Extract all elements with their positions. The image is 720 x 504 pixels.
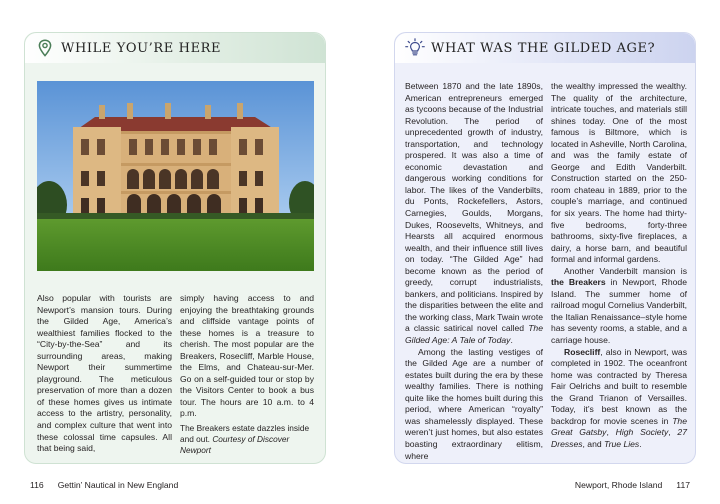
paragraph-text: . <box>510 335 513 346</box>
sidebar-header <box>25 33 325 63</box>
bold-place-name: the Breakers <box>551 277 606 288</box>
sidebar-paragraph: Also popular with tourists are Newport’s mansion tours. During the Gilded Age, America’s wealthiest families flocked to the “City-by-the-Sea” and its surrounding areas, making Newport their summertime playground. The meticulous preservation of more than a dozen of these homes gives us intimate access to the artistry, personality, and complex culture that went into these colossal time capsules. All that being said, <box>37 293 172 454</box>
lightbulb-icon <box>405 38 425 58</box>
while-youre-here-sidebar <box>24 32 326 464</box>
separator: , <box>606 427 616 438</box>
paragraph-text: in Newport, Rhode Island. The summer home of railroad mogul Cornelius Vanderbilt, the Italian Renaissance–style home has seventy rooms, a stable, and a carriage house. <box>551 277 687 346</box>
film-title: 27 Dresses <box>551 427 687 449</box>
caption-text: The Breakers estate dazzles inside and out. <box>180 423 310 444</box>
sidebar-paragraph <box>551 266 687 347</box>
sidebar-paragraph: simply having access to and enjoying the breathtaking grounds and cliffside vantage points of these homes is a treasure to cherish. The most popular are the Breakers, Rosecliff, Marble House, the Elms, and Chateau-sur-Mer. Go on a self-guided tour or stop by the Visitors Center to book a bus tour. The hours are 10 a.m. to 4 p.m. <box>180 293 314 419</box>
separator: , <box>668 427 678 438</box>
breakers-photo <box>37 81 314 271</box>
caption-credit: Courtesy of Discover Newport <box>180 433 290 455</box>
photo-caption <box>180 423 314 456</box>
paragraph-text: Between 1870 and the late 1890s, American entrepreneurs emerged as tycoons because of the Industrial Revolution. The period of unprecedented growth of industry, transportation, and technology prospered. It was also a time of economic devastation and dangerous working conditions for labor. The likes of the Vanderbilts, du Ponts, Rockefellers, Astors, Carnegies, Goulds, Morgans, Dukes, Roosevelts, Whitneys, and Hearsts all acquired enormous wealth, and their influence still lives on today. “The Gilded Age” had become known as the period of greedy, corrupt industrialists, bankers, and politicians. Inspired by the disparities between the elite and the working class, Mark Twain wrote a classic satirical novel called <box>405 81 543 334</box>
page-footer-left <box>30 480 178 490</box>
running-head: Gettin’ Nautical in New England <box>57 480 179 490</box>
map-pin-icon <box>35 38 55 58</box>
sidebar-paragraph: Among the lasting vestiges of the Gilded Age are a number of estates built during the era by these wealthy families. There is nothing quite like the homes built during this period, where American “royalty” was shamelessly displayed. These weren’t just homes, but also estates boasting extraordinary elitism, where <box>405 346 543 461</box>
bold-place-name: Rosecliff <box>564 346 601 357</box>
film-title: The Great Gatsby <box>551 415 687 438</box>
sidebar-header <box>395 33 695 63</box>
film-title: True Lies <box>604 438 640 449</box>
page-number: 117 <box>676 480 690 490</box>
paragraph-text: . <box>639 438 642 449</box>
running-head: Newport, Rhode Island <box>574 480 663 490</box>
sidebar-column-1 <box>405 81 543 462</box>
sidebar-paragraph <box>405 81 543 347</box>
sidebar-column-2 <box>180 293 314 456</box>
page-number: 116 <box>30 480 44 490</box>
film-title: High Society <box>615 427 669 438</box>
separator: , and <box>582 438 605 449</box>
page-footer-right <box>575 480 690 490</box>
sidebar-paragraph: the wealthy impressed the wealthy. The quality of the architecture, intricate touches, and materials still shines today. One of the most famous is Biltmore, which is located in Asheville, North Carolina, and was the family estate of George and Edith Vanderbilt. Construction started on the 250-room chateau in 1889, prior to the couple’s marriage, and continued for six years. The home had thirty-five bedrooms, forty-three bathrooms, sixty-five fireplaces, a dairy, a horse barn, and beautiful formal and informal gardens. <box>551 81 687 265</box>
sidebar-column-1 <box>37 293 172 455</box>
sidebar-title: WHILE YOU’RE HERE <box>61 40 222 56</box>
right-page <box>360 0 720 504</box>
sidebar-title: WHAT WAS THE GILDED AGE? <box>431 40 656 56</box>
sidebar-column-2 <box>551 81 687 451</box>
sidebar-paragraph <box>551 347 687 451</box>
paragraph-text: Another Vanderbilt mansion is <box>564 265 687 276</box>
what-was-the-gilded-age-sidebar <box>394 32 696 464</box>
paragraph-text: , also in Newport, was completed in 1902. The oceanfront home was contracted by Theresa Fair Oelrichs and built to resemble the Grand Trianon of Versailles. Today, it’s best known as the backdrop for movie scenes in <box>551 346 687 426</box>
book-title: The Gilded Age: A Tale of Today <box>405 323 543 346</box>
